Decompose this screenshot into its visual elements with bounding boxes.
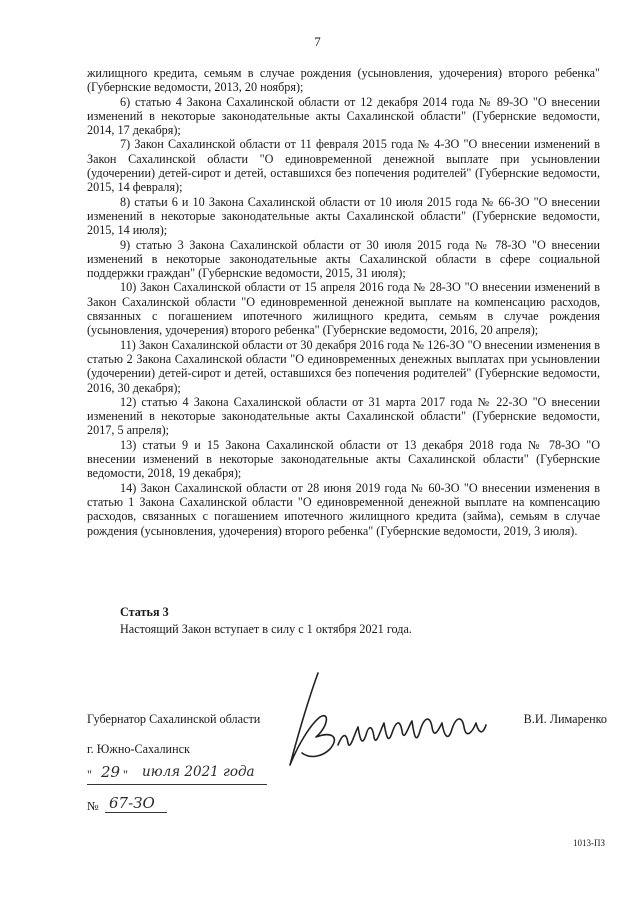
handwritten-signature — [280, 665, 495, 780]
list-item-10: 10) Закон Сахалинской области от 15 апреля 2016 года № 28-ЗО "О внесении изменений в Закон Сахалинской области "О единовременной денежной выплате на компенсацию расходов, связанных с погашением ипотечного жилищного кредита, семьям в случае рождения (усыновления, удочерения) второго ребенка" (Губернские ведомости, 2016, 20 апреля); — [87, 280, 600, 338]
list-item-12: 12) статью 4 Закона Сахалинской области от 31 марта 2017 года № 22-ЗО "О внесении изменений в некоторые законодательные акты Сахалинской области" (Губернские ведомости, 2017, 5 апреля); — [87, 394, 600, 438]
governor-name: В.И. Лимаренко — [523, 712, 607, 726]
signing-date — [87, 764, 267, 785]
list-item-14: 14) Закон Сахалинской области от 28 июня 2019 года № 60-ЗО "О внесении изменения в статью 1 Закона Сахалинской области "О единовременной денежной выплате на компенсацию расходов, связанных с погашением ипотечного жилищного кредита (займа), семьям в случае рождения (усыновления, удочерения) второго ребенка" (Губернские ведомости, 2019, 3 июля). — [87, 480, 600, 538]
law-number-handwritten: 67-ЗО — [109, 794, 155, 812]
number-sign: № — [87, 799, 99, 813]
city: г. Южно-Сахалинск — [87, 742, 190, 756]
article-3 — [87, 605, 600, 636]
list-item-7: 7) Закон Сахалинской области от 11 февраля 2015 года № 4-ЗО "О внесении изменений в Закон Сахалинской области "О единовременной денежной выплате при усыновлении (удочерении) детей-сирот и детей, оставшихся без попечения родителей" (Губернские ведомости, 2015, 14 февраля); — [87, 137, 600, 195]
list-item-6: 6) статью 4 Закона Сахалинской области от 12 декабря 2014 года № 89-ЗО "О внесении изменений в некоторые законодательные акты Сахалинской области" (Губернские ведомости, 2014, 17 декабря); — [87, 94, 600, 138]
date-rest-handwritten: июля 2021 года — [142, 764, 255, 780]
page-number: 7 — [314, 34, 321, 49]
governor-title: Губернатор Сахалинской области — [87, 712, 261, 726]
date-quote-close: " — [123, 768, 128, 782]
law-number — [87, 795, 167, 813]
document-code: 1013-ПЗ — [572, 838, 605, 848]
article-text: Настоящий Закон вступает в силу с 1 октября 2021 года. — [120, 621, 412, 636]
date-day-handwritten: 29 — [101, 763, 121, 781]
list-item-9: 9) статью 3 Закона Сахалинской области от 30 июля 2015 года № 78-ЗО "О внесении изменений в некоторые законодательные акты Сахалинской области в сфере социальной поддержки граждан" (Губернские ведомости, 2015, 31 июля); — [87, 237, 600, 281]
list-item-11: 11) Закон Сахалинской области от 30 декабря 2016 года № 126-ЗО "О внесении изменения в статью 2 Закона Сахалинской области "О единовременных денежных выплатах при усыновлении (удочерении) детей-сирот и детей, оставшихся без попечения родителей" (Губернские ведомости, 2016, 30 декабря); — [87, 337, 600, 395]
date-quote-open: " — [87, 768, 92, 782]
list-item-8: 8) статьи 6 и 10 Закона Сахалинской области от 10 июля 2015 года № 66-ЗО "О внесении изменений в некоторые законодательные акты Сахалинской области" (Губернские ведомости, 2015, 14 июля); — [87, 194, 600, 238]
list-item-13: 13) статьи 9 и 15 Закона Сахалинской области от 13 декабря 2018 года № 78-ЗО "О внесении изменений в некоторые законодательные акты Сахалинской области" (Губернские ведомости, 2018, 19 декабря); — [87, 437, 600, 481]
article-heading: Статья 3 — [120, 605, 169, 619]
document-body — [87, 66, 600, 538]
paragraph-continuation: жилищного кредита, семьям в случае рождения (усыновления, удочерения) второго ребенка" (Губернские ведомости, 2013, 20 ноября); — [87, 66, 600, 95]
number-underline — [105, 812, 167, 813]
